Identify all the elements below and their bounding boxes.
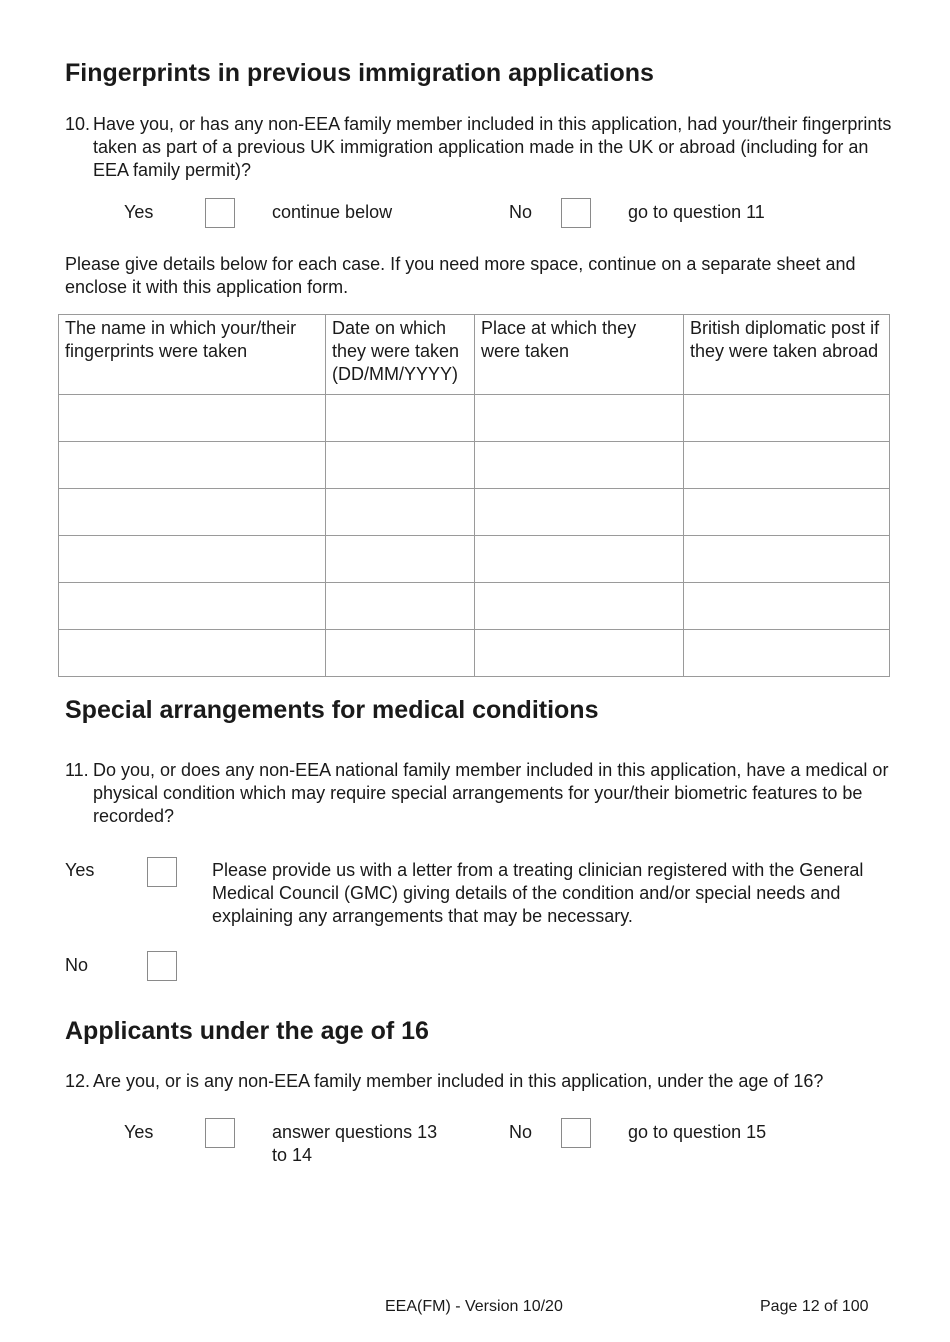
q11-yes-checkbox[interactable] <box>147 857 177 887</box>
cell-place[interactable] <box>475 442 684 489</box>
question-number: 12. <box>65 1071 91 1091</box>
question-number: 11. <box>65 760 89 780</box>
cell-place[interactable] <box>475 583 684 630</box>
section-heading-medical: Special arrangements for medical conditions <box>65 696 599 724</box>
section-heading-under-16: Applicants under the age of 16 <box>65 1017 429 1045</box>
header-date: Date on which they were taken (DD/MM/YYYY) <box>326 315 475 395</box>
cell-date[interactable] <box>326 630 475 677</box>
yes-label: Yes <box>124 1122 154 1142</box>
table-header-row <box>59 315 890 395</box>
cell-post[interactable] <box>684 395 890 442</box>
cell-name[interactable] <box>59 630 326 677</box>
cell-date[interactable] <box>326 583 475 630</box>
no-label: No <box>509 1122 533 1142</box>
question-text: Are you, or is any non-EEA family member included in this application, under the age of 16? <box>93 1071 824 1091</box>
question-10 <box>65 113 895 182</box>
header-place: Place at which they were taken <box>475 315 684 395</box>
yes-action-text: Please provide us with a letter from a treating clinician registered with the General Medical Council (GMC) giving details of the condition and/or special needs and explaining any arrangements that may be necessary. <box>212 860 864 926</box>
question-text: Do you, or does any non-EEA national family member included in this application, have a medical or physical condition which may require special arrangements for your/their biometric features to be recorded? <box>93 760 889 826</box>
yes-label: Yes <box>124 202 154 222</box>
cell-name[interactable] <box>59 583 326 630</box>
q12-no-checkbox[interactable] <box>561 1118 591 1148</box>
cell-name[interactable] <box>59 442 326 489</box>
cell-date[interactable] <box>326 489 475 536</box>
cell-place[interactable] <box>475 536 684 583</box>
cell-name[interactable] <box>59 489 326 536</box>
question-12 <box>65 1070 895 1093</box>
table-row <box>59 536 890 583</box>
cell-date[interactable] <box>326 442 475 489</box>
cell-place[interactable] <box>475 630 684 677</box>
question-number: 10. <box>65 114 91 134</box>
yes-label: Yes <box>65 860 95 880</box>
q11-no-checkbox[interactable] <box>147 951 177 981</box>
table-row <box>59 630 890 677</box>
no-action-text: go to question 15 <box>628 1122 767 1142</box>
footer-page-number: Page 12 of 100 <box>760 1298 869 1315</box>
q12-yes-checkbox[interactable] <box>205 1118 235 1148</box>
cell-name[interactable] <box>59 536 326 583</box>
q10-yes-checkbox[interactable] <box>205 198 235 228</box>
section-heading-fingerprints: Fingerprints in previous immigration applications <box>65 59 654 87</box>
cell-place[interactable] <box>475 395 684 442</box>
table-row <box>59 395 890 442</box>
table-row <box>59 583 890 630</box>
question-text: Have you, or has any non-EEA family member included in this application, had your/their fingerprints taken as part of a previous UK immigration application made in the UK or abroad (including for an EEA family permit)? <box>93 114 892 180</box>
cell-post[interactable] <box>684 536 890 583</box>
yes-action-text: continue below <box>272 202 393 222</box>
header-post: British diplomatic post if they were taken abroad <box>684 315 890 395</box>
table-row <box>59 489 890 536</box>
fingerprints-table <box>58 314 890 677</box>
no-label: No <box>65 955 89 975</box>
cell-post[interactable] <box>684 489 890 536</box>
table-row <box>59 442 890 489</box>
cell-place[interactable] <box>475 489 684 536</box>
cell-name[interactable] <box>59 395 326 442</box>
no-action-text: go to question 11 <box>628 202 765 222</box>
cell-date[interactable] <box>326 536 475 583</box>
details-instructions: Please give details below for each case. If you need more space, continue on a separate sheet and enclose it with this application form. <box>65 254 856 297</box>
cell-post[interactable] <box>684 630 890 677</box>
yes-action-text: answer questions 13 to 14 <box>272 1122 438 1165</box>
q10-no-checkbox[interactable] <box>561 198 591 228</box>
header-name: The name in which your/their fingerprints were taken <box>59 315 326 395</box>
footer-version: EEA(FM) - Version 10/20 <box>385 1298 563 1315</box>
cell-date[interactable] <box>326 395 475 442</box>
question-11 <box>65 759 895 828</box>
no-label: No <box>509 202 533 222</box>
cell-post[interactable] <box>684 583 890 630</box>
cell-post[interactable] <box>684 442 890 489</box>
